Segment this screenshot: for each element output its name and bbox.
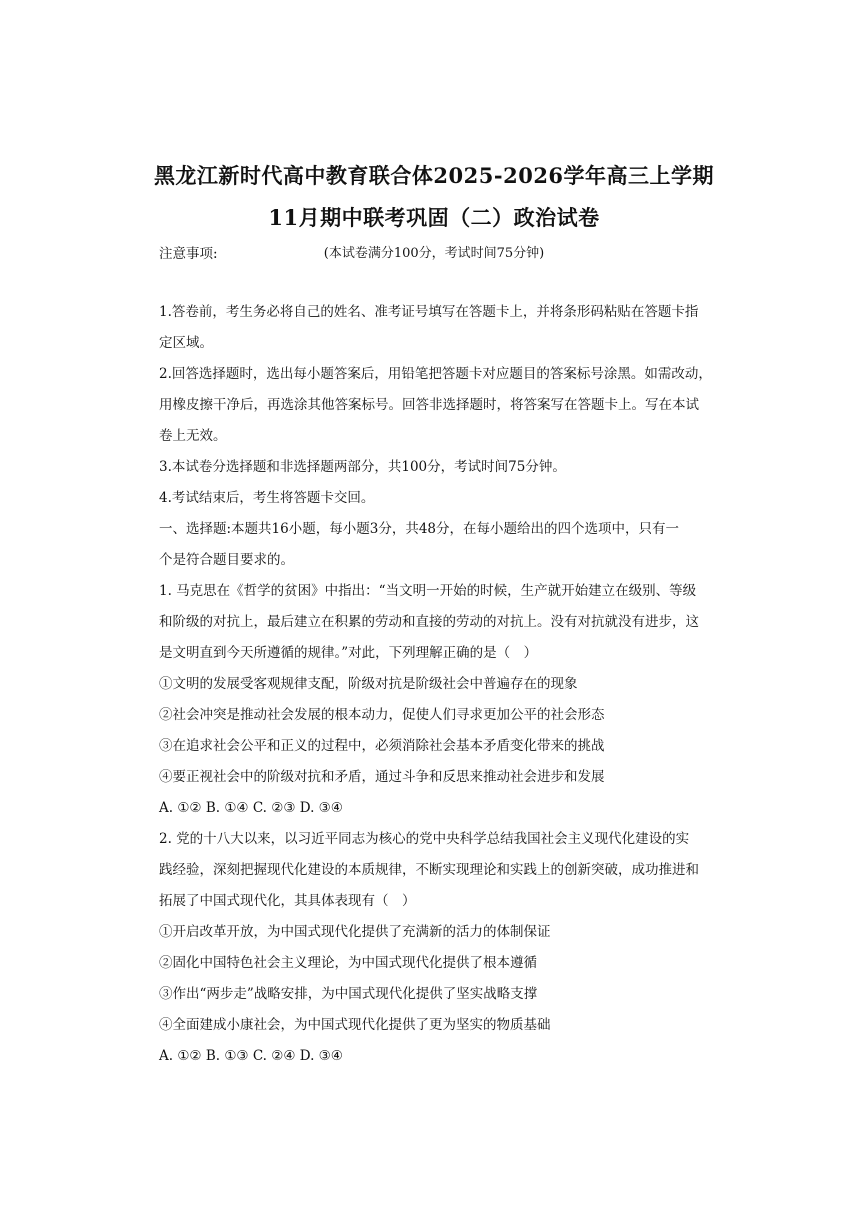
notice-line: 3.本试卷分选择题和非选择题两部分，共100分，考试时间75分钟。 (159, 459, 566, 475)
question-2-options: A. ①② B. ①③ C. ②④ D. ③④ (159, 1048, 343, 1064)
section-instruction: 一、选择题:本题共16小题，每小题3分，共48分，在每小题给出的四个选项中，只有一 (159, 521, 679, 537)
question-2-item: ①开启改革开放，为中国式现代化提供了充满新的活力的体制保证 (159, 924, 551, 940)
question-1-options: A. ①② B. ①④ C. ②③ D. ③④ (159, 800, 343, 816)
question-2-stem: 2. 党的十八大以来，以习近平同志为核心的党中央科学总结我国社会主义现代化建设的实 (159, 831, 690, 847)
exam-title-line1: 黑龙江新时代高中教育联合体2025-2026学年高三上学期 (153, 163, 715, 188)
notice-line: 4.考试结束后，考生将答题卡交回。 (159, 490, 375, 506)
question-2-item: ④全面建成小康社会，为中国式现代化提供了更为坚实的物质基础 (159, 1017, 551, 1033)
question-2-item: ②固化中国特色社会主义理论，为中国式现代化提供了根本遵循 (159, 955, 537, 971)
question-1-stem: 是文明直到今天所遵循的规律。”对此，下列理解正确的是（ ） (159, 645, 538, 661)
notice-line: 定区域。 (159, 335, 213, 351)
notice-line: 2.回答选择题时，选出每小题答案后，用铅笔把答题卡对应题目的答案标号涂黑。如需改动， (159, 366, 712, 382)
exam-subtitle: (本试卷满分100分，考试时间75分钟) (323, 246, 545, 261)
question-1-stem: 1. 马克思在《哲学的贫困》中指出：“当文明一开始的时候，生产就开始建立在级别、等级 (159, 583, 697, 599)
section-instruction: 个是符合题目要求的。 (159, 552, 294, 568)
notice-heading: 注意事项: (159, 246, 218, 262)
question-1-stem: 和阶级的对抗上，最后建立在积累的劳动和直接的劳动的对抗上。没有对抗就没有进步，这 (159, 614, 699, 630)
exam-title-line2: 11月期中联考巩固（二）政治试卷 (268, 205, 600, 230)
question-2-stem: 拓展了中国式现代化，其具体表现有（ ） (159, 893, 416, 909)
question-1-item: ②社会冲突是推动社会发展的根本动力，促使人们寻求更加公平的社会形态 (159, 707, 605, 723)
notice-line: 1.答卷前，考生务必将自己的姓名、准考证号填写在答题卡上，并将条形码粘贴在答题卡指 (159, 304, 699, 320)
question-1-item: ③在追求社会公平和正义的过程中，必须消除社会基本矛盾变化带来的挑战 (159, 738, 605, 754)
question-2-stem: 践经验，深刻把握现代化建设的本质规律，不断实现理论和实践上的创新突破，成功推进和 (159, 862, 699, 878)
notice-line: 用橡皮擦干净后，再选涂其他答案标号。回答非选择题时，将答案写在答题卡上。写在本试 (159, 397, 699, 413)
question-2-item: ③作出“两步走”战略安排，为中国式现代化提供了坚实战略支撑 (159, 986, 538, 1002)
question-1-item: ①文明的发展受客观规律支配，阶级对抗是阶级社会中普遍存在的现象 (159, 676, 578, 692)
question-1-item: ④要正视社会中的阶级对抗和矛盾，通过斗争和反思来推动社会进步和发展 (159, 769, 605, 785)
notice-line: 卷上无效。 (159, 428, 227, 444)
